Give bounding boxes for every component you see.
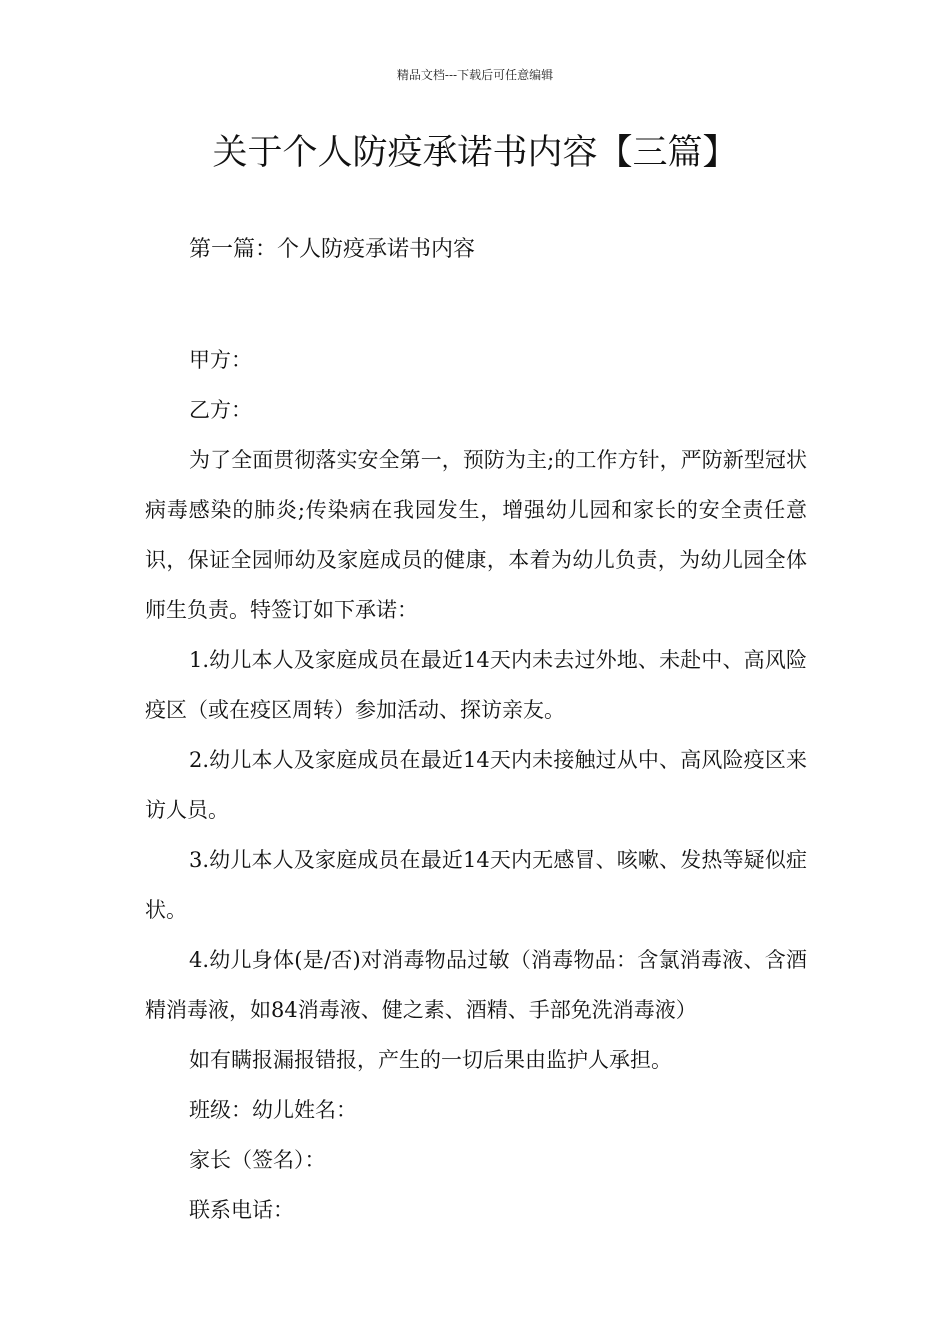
guardian-signature-field: 家长（签名）： — [189, 1148, 326, 1172]
commitment-item-2: 2.幼儿本人及家庭成员在最近14天内未接触过从中、高风险疫区来访人员。 — [145, 748, 807, 822]
document-body — [145, 335, 807, 1235]
commitment-item-3: 3.幼儿本人及家庭成员在最近14天内无感冒、咳嗽、发热等疑似症状。 — [145, 848, 807, 922]
document-title: 关于个人防疫承诺书内容【三篇】 — [212, 133, 738, 173]
section-heading: 第一篇：个人防疫承诺书内容 — [189, 237, 476, 262]
header-note: 精品文档---下载后可任意编辑 — [396, 68, 554, 82]
intro-paragraph: 为了全面贯彻落实安全第一，预防为主;的工作方针，严防新型冠状病毒感染的肺炎;传染病在我园发生，增强幼儿园和家长的安全责任意识，保证全园师幼及家庭成员的健康，本着为幼儿负责，为幼儿园全体师生负责。特签订如下承诺： — [145, 448, 807, 622]
commitment-item-4: 4.幼儿身体(是/否)对消毒物品过敏（消毒物品：含氯消毒液、含酒精消毒液，如84消毒液、健之素、酒精、手部免洗消毒液） — [145, 948, 807, 1022]
party-a-line: 甲方： — [189, 348, 252, 372]
closing-paragraph: 如有瞒报漏报错报，产生的一切后果由监护人承担。 — [189, 1048, 672, 1072]
phone-field: 联系电话： — [189, 1198, 294, 1222]
party-b-line: 乙方： — [189, 398, 252, 422]
class-name-field: 班级：幼儿姓名： — [189, 1098, 357, 1122]
commitment-item-1: 1.幼儿本人及家庭成员在最近14天内未去过外地、未赴中、高风险疫区（或在疫区周转）参加活动、探访亲友。 — [145, 648, 807, 722]
